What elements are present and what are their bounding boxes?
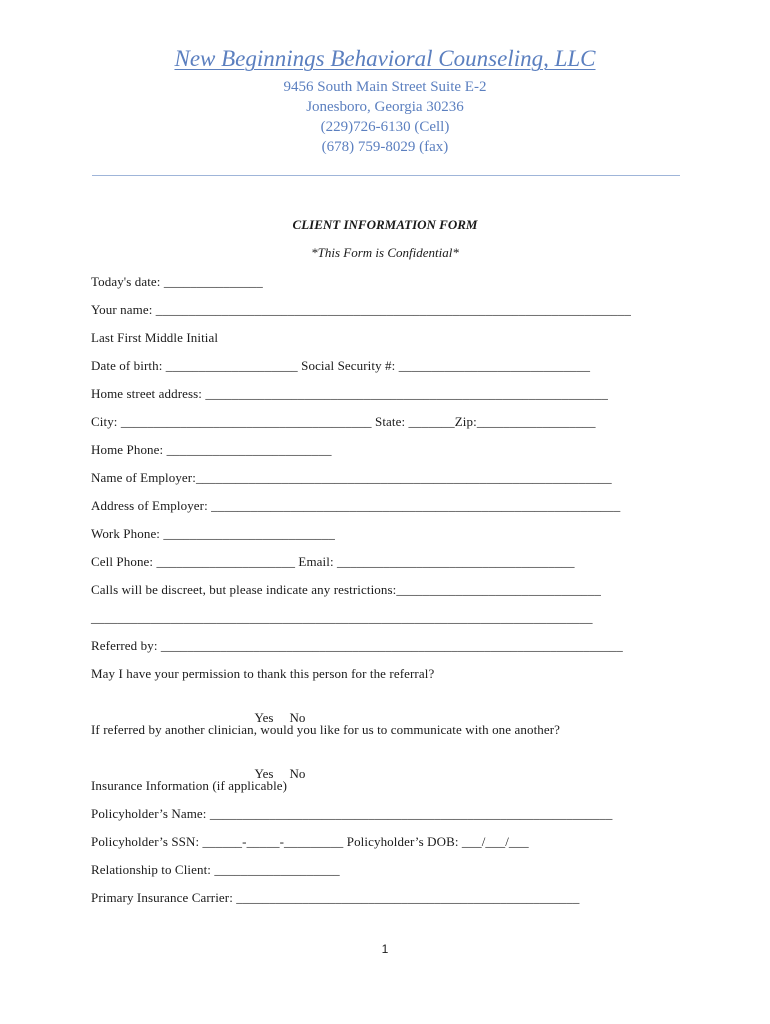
- field-employer-address[interactable]: Address of Employer: ______________________________________________________________: [91, 498, 621, 513]
- name-order-hint: Last First Middle Initial: [91, 330, 219, 345]
- field-call-restrictions[interactable]: Calls will be discreet, but please indicate any restrictions:_______________________________: [91, 582, 601, 597]
- phone-cell: (229)726-6130 (Cell): [320, 119, 450, 135]
- field-home-phone[interactable]: Home Phone: _________________________: [91, 442, 332, 457]
- organization-name: New Beginnings Behavioral Counseling, LLC: [174, 46, 596, 71]
- field-todays-date[interactable]: Today's date: _______________: [91, 274, 263, 289]
- address-city: Jonesboro, Georgia 30236: [306, 99, 464, 115]
- option-yes[interactable]: Yes: [254, 710, 274, 725]
- address-street: 9456 South Main Street Suite E-2: [283, 79, 487, 95]
- question-communicate-clinician: If referred by another clinician, would you like for us to communicate with one another?: [91, 722, 561, 737]
- form-subtitle: *This Form is Confidential*: [311, 245, 459, 260]
- field-referred-by[interactable]: Referred by: ______________________________________________________________________: [91, 638, 623, 653]
- question-thank-referral: May I have your permission to thank this person for the referral?: [91, 666, 435, 681]
- field-work-phone[interactable]: Work Phone: __________________________: [91, 526, 335, 541]
- field-call-restrictions-cont[interactable]: ____________________________________________________________________________: [91, 610, 593, 625]
- option-no[interactable]: No: [289, 710, 306, 725]
- field-your-name[interactable]: Your name: ________________________________________________________________________: [91, 302, 631, 317]
- field-cell-email[interactable]: Cell Phone: _____________________ Email: ____________________________________: [91, 554, 575, 569]
- phone-fax: (678) 759-8029 (fax): [321, 139, 449, 155]
- option-no[interactable]: No: [289, 766, 306, 781]
- field-city-state-zip[interactable]: City: ______________________________________ State: _______Zip:__________________: [91, 414, 596, 429]
- option-yes[interactable]: Yes: [254, 766, 274, 781]
- field-relationship[interactable]: Relationship to Client: ___________________: [91, 862, 340, 877]
- field-dob-ssn[interactable]: Date of birth: ____________________ Social Security #: _____________________________: [91, 358, 591, 373]
- page-number: 1: [381, 942, 389, 956]
- field-primary-carrier[interactable]: Primary Insurance Carrier: ____________________________________________________: [91, 890, 580, 905]
- field-employer-name[interactable]: Name of Employer:_______________________________________________________________: [91, 470, 612, 485]
- form-title: CLIENT INFORMATION FORM: [292, 217, 478, 232]
- field-policyholder-name[interactable]: Policyholder’s Name: _____________________________________________________________: [91, 806, 613, 821]
- field-policyholder-ssn-dob[interactable]: Policyholder’s SSN: ______-_____-_________ Policyholder’s DOB: ___/___/___: [91, 834, 529, 849]
- header-divider: [92, 175, 680, 176]
- field-home-address[interactable]: Home street address: _____________________________________________________________: [91, 386, 608, 401]
- insurance-heading: Insurance Information (if applicable): [91, 778, 288, 793]
